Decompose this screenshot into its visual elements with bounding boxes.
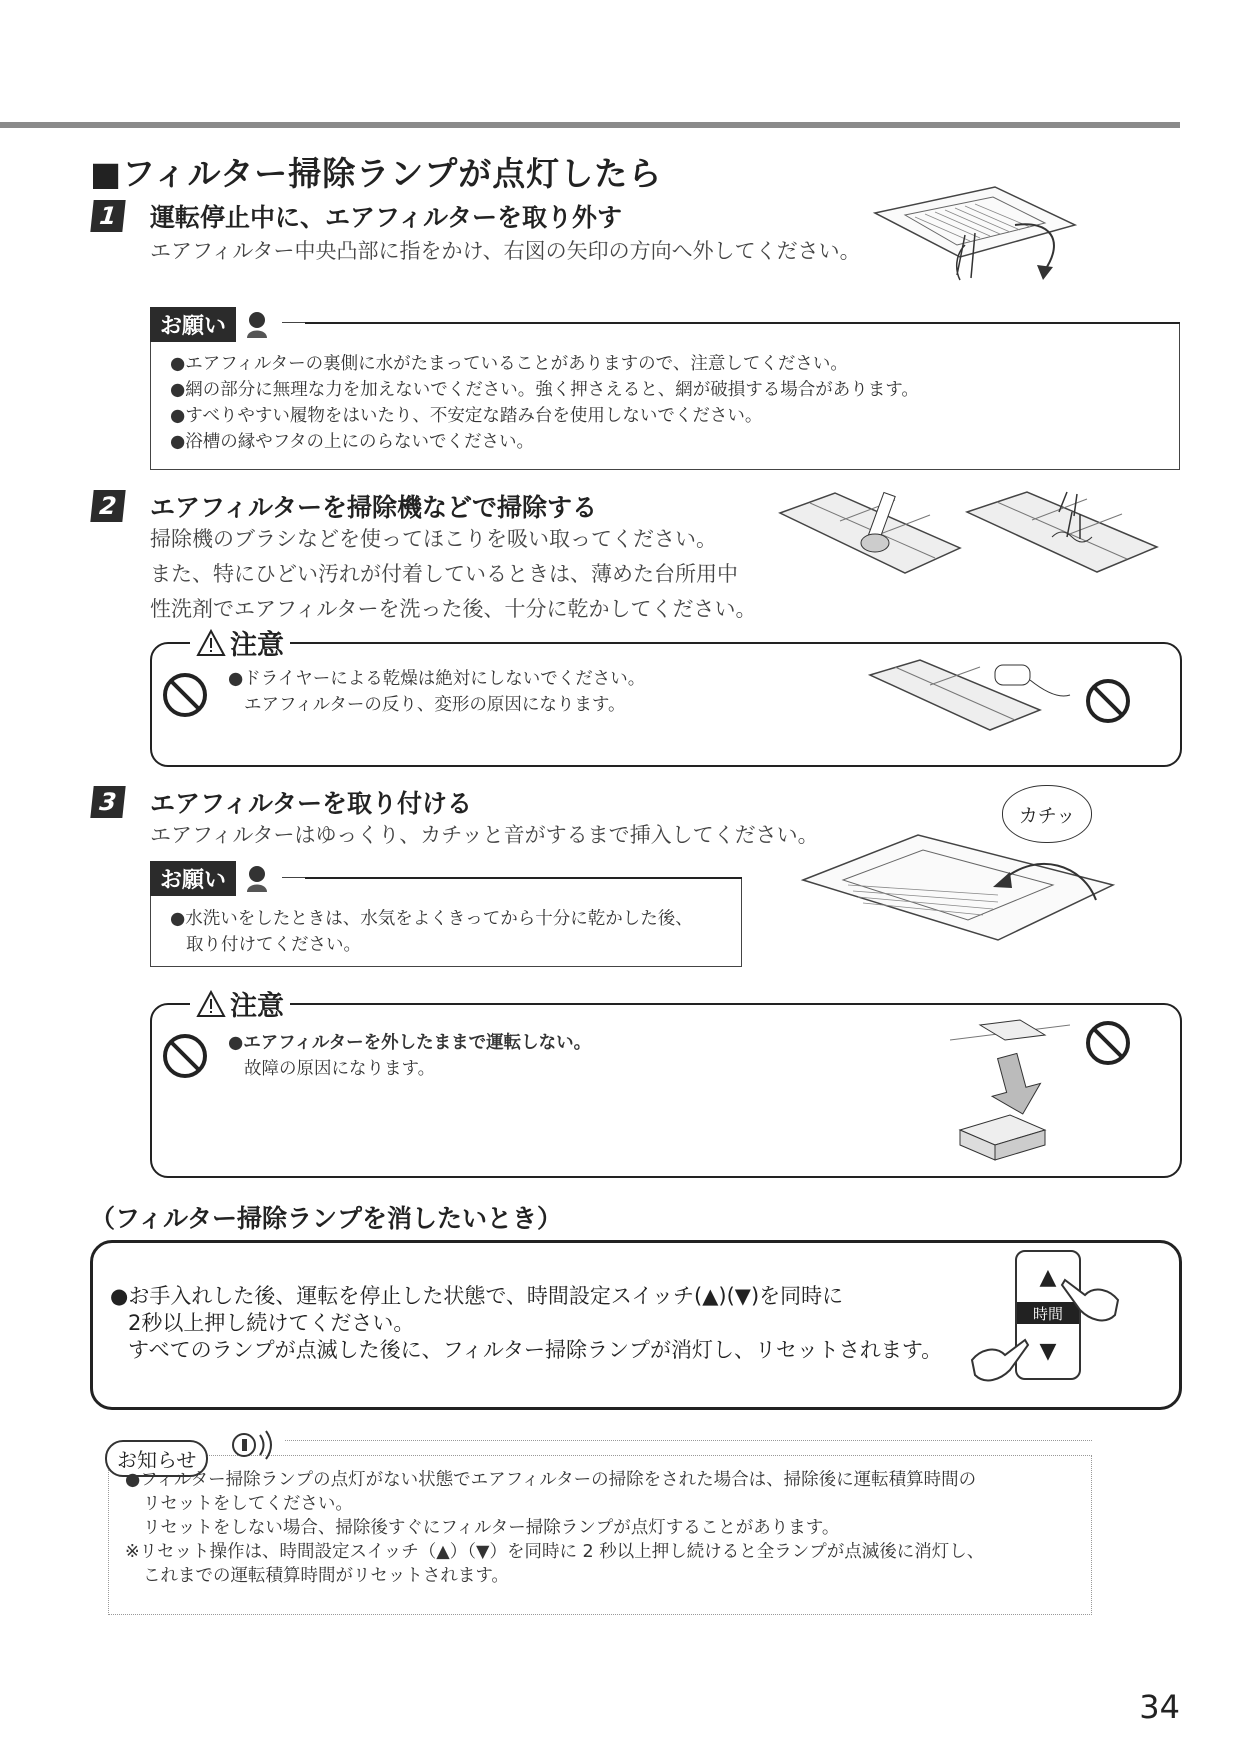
up-arrow-icon[interactable]: ▲ [1039, 1264, 1057, 1290]
vacuum-cleaning-illustration [775, 488, 965, 598]
onegai-header-2 [150, 861, 282, 896]
header-rule [0, 122, 1180, 128]
step-2-number: 2 [90, 490, 125, 522]
step-3-title: エアフィルターを取り付ける [150, 789, 473, 818]
caution-header-2 [190, 984, 290, 1023]
warning-icon [196, 990, 226, 1018]
list-item: ●水洗いをしたときは、水気をよくきってから十分に乾かした後、 [170, 909, 693, 929]
list-item: ●すべりやすい履物をはいたり、不安定な踏み台を使用しないでください。 [170, 406, 763, 426]
caution-text-1: ●ドライヤーによる乾燥は絶対にしないでください。 エアフィルターの反り、変形の原因になります。 [228, 669, 646, 715]
reset-section-title: （フィルター掃除ランプを消したいとき） [90, 1204, 563, 1233]
caution-label-2: 注意 [230, 991, 284, 1022]
step-1-body: エアフィルター中央凸部に指をかけ、右図の矢印の方向へ外してください。 [150, 239, 861, 263]
dryer-illustration [865, 655, 1075, 755]
list-item: ●浴槽の縁やフタの上にのらないでください。 [170, 432, 535, 452]
list-item: ●エアフィルターの裏側に水がたまっていることがありますので、注意してください。 [170, 354, 848, 374]
prohibited-icon [1085, 1020, 1131, 1066]
pointing-hand-icon [965, 1330, 1030, 1385]
notice-text: ●フィルター掃除ランプの点灯がない状態でエアフィルターの掃除をされた場合は、掃除後に運転積算時間の リセットをしてください。 リセットをしない場合、掃除後すぐにフィルター掃除ランプが点灯することがあります。 ※リセット操作は、時間設定スイッチ（▲）（▼）を同時に 2 秒以上押し続けると全ランプが点滅後に消灯し、 これまでの運転積算時間がリセットされます。 [125, 1470, 985, 1586]
caution-label-1: 注意 [230, 630, 284, 661]
click-sound-bubble: カチッ [1002, 785, 1092, 843]
notice-rule [285, 1440, 1092, 1441]
onegai-header-1 [150, 307, 282, 342]
onegai-list-1 [170, 351, 919, 455]
onegai-list-2 [170, 906, 693, 958]
onegai-label-2: お願い [150, 861, 236, 896]
step-1-number: 1 [90, 200, 125, 232]
page-title: ■フィルター掃除ランプが点灯したら [90, 154, 663, 193]
prohibited-icon [162, 672, 208, 718]
onegai-label-1: お願い [150, 307, 236, 342]
reset-instruction-text: ●お手入れした後、運転を停止した状態で、時間設定スイッチ(▲)(▼)を同時に 2秒以上押し続けてください。 すべてのランプが点滅した後に、フィルター掃除ランプが消灯し、リセットされます。 [110, 1284, 943, 1362]
caution-text-2: ●エアフィルターを外したままで運転しない。 故障の原因になります。 [228, 1033, 592, 1079]
time-button-label: 時間 [1017, 1302, 1079, 1324]
speaker-icon [228, 1427, 276, 1463]
step-3-number: 3 [90, 786, 125, 818]
caution-header-1 [190, 623, 290, 662]
step-2-title: エアフィルターを掃除機などで掃除する [150, 493, 598, 522]
prohibited-icon [1085, 678, 1131, 724]
pointing-hand-icon [1060, 1270, 1125, 1325]
list-item: 取り付けてください。 [186, 935, 361, 955]
washing-illustration [962, 482, 1162, 597]
no-filter-operation-illustration [950, 1015, 1070, 1170]
onegai-rule-2 [305, 877, 742, 879]
prohibited-icon [162, 1033, 208, 1079]
onegai-rule-1 [305, 322, 1180, 324]
bowing-person-icon [242, 310, 272, 340]
notice-label: お知らせ [105, 1440, 208, 1477]
bowing-person-icon [242, 864, 272, 894]
list-item: ●網の部分に無理な力を加えないでください。強く押さえると、網が破損する場合があります。 [170, 380, 919, 400]
filter-install-illustration [798, 825, 1118, 955]
filter-removal-illustration [865, 185, 1085, 300]
step-2-body: 掃除機のブラシなどを使ってほこりを吸い取ってください。 また、特にひどい汚れが付着しているときは、薄めた台所用中 性洗剤でエアフィルターを洗った後、十分に乾かしてください。 [150, 527, 757, 621]
step-1-title: 運転停止中に、エアフィルターを取り外す [150, 203, 623, 232]
warning-icon [196, 629, 226, 657]
page-number: 34 [1139, 1688, 1180, 1726]
step-3-body: エアフィルターはゆっくり、カチッと音がするまで挿入してください。 [150, 823, 819, 847]
down-arrow-icon[interactable]: ▼ [1039, 1338, 1057, 1364]
